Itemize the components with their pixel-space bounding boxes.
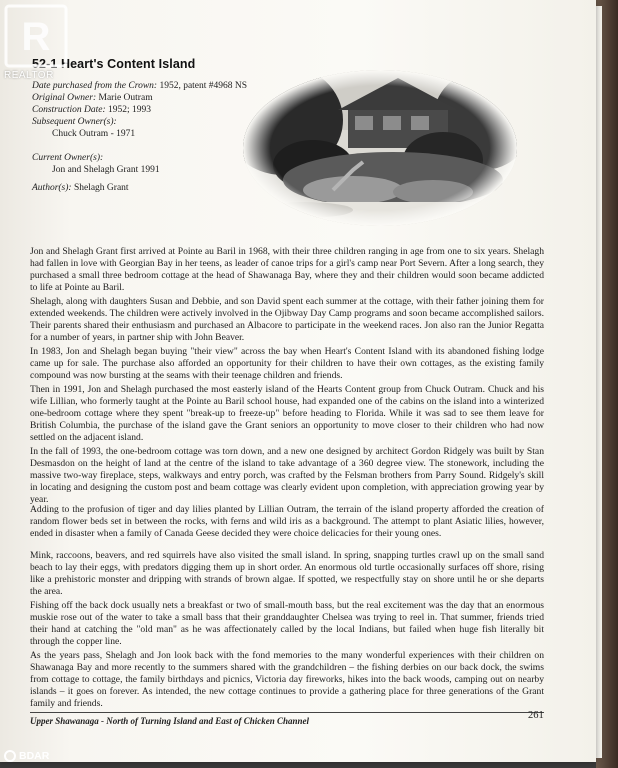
paragraph-1 [30,246,544,294]
meta-subsequent-owners-label: Subsequent Owner(s): [32,117,117,127]
paragraph-3-text: In 1983, Jon and Shelagh began buying "their view" across the bay when Heart's Content Island with its abandoned fishing lodge came up for sale. The purchase also afforded an opportunity for their children to have their own cottages, as the existing family compound was now bursting at the seams with their teenage children and friends. [30,346,544,382]
bdar-logo-icon [4,750,16,762]
realtor-watermark: REALTOR [4,70,54,81]
paragraph-6-text: Adding to the profusion of tiger and day lilies planted by Lillian Outram, the terrain of the island property afforded the creation of random flower beds set in between the rocks, with ferns and wild iris as a background. The attempt to plant Asiatic lilies, however, ended in disaster when a family of Canada Geese decided they were choice delicacies for their young ones. [30,504,544,540]
paragraph-5 [30,446,544,506]
meta-date-purchased-label: Date purchased from the Crown: [32,81,158,91]
paragraph-8 [30,600,544,648]
paragraph-2 [30,296,544,344]
paragraph-1-text: Jon and Shelagh Grant first arrived at Pointe au Baril in 1968, with their three children ranging in age from one to six years. Shelagh had fallen in love with Georgian Bay in her teens, as leader of canoe trips for a girl's camp near Port Severn. After a long search, they purchased a small three bedroom cottage at the head of Shawanaga Bay, where they and their children would soon became addicted to life at Pointe au Baril. [30,246,544,294]
meta-authors [32,182,129,194]
bdar-watermark [4,750,49,762]
meta-original-owner-label: Original Owner: [32,93,97,103]
paragraph-7 [30,550,544,598]
meta-original-owner [32,92,153,104]
realtor-logo-icon [4,4,68,70]
svg-text:R: R [21,15,51,59]
meta-subsequent-owners-value: Chuck Outram - 1971 [52,129,136,139]
paragraph-4 [30,384,544,444]
meta-date-purchased-value: 1952, patent #4968 NS [159,81,248,91]
paragraph-3 [30,346,544,382]
meta-original-owner-value: Marie Outram [98,93,153,103]
meta-date-purchased [32,80,247,92]
paragraph-2-text: Shelagh, along with daughters Susan and Debbie, and son David spent each summer at the cottage, with their father joining them for extended weekends. The children were actively involved in the Ojibway Day Camp programs and soon became accomplished sailors. Their parents shared their enthusiasm and purchased an Albacore to participate in the weekend races. Jon also ran the Junior Regatta for a number of years, in partner ship with John Beaver. [30,296,544,344]
bdar-watermark-text: BDAR [19,750,50,762]
meta-subsequent-owners [32,116,117,128]
paragraph-5-text: In the fall of 1993, the one-bedroom cottage was torn down, and a new one designed by architect Gordon Ridgely was built by Stan Desmasdon on the height of land at the centre of the island to take advantage of a 360 degree view. The stonework, including the massive two-way fireplace, steps, walkways and entry porch, was crafted by the Felsman brothers from Parry Sound. Ridgely's skill in locating and designing the custom post and beam cottage was clearly evident upon completion, with appreciation growing year by year. [30,446,544,506]
meta-current-owners-label: Current Owner(s): [32,153,104,163]
page-number: 261 [528,710,544,721]
meta-current-owners [32,152,103,164]
meta-construction-date [32,104,151,116]
meta-construction-date-value: 1952; 1993 [108,105,152,115]
page-title: 52-1 Heart's Content Island [32,57,196,71]
paragraph-8-text: Fishing off the back dock usually nets a breakfast or two of small-mouth bass, but the real excitement was the day that an enormous muskie rose out of the water to take a small bass that their granddaughter Chelsea was trying to reel in. That summer, friends tried their hand at catching the "old man" as he was affectionately called by the local Indians, but failed when huge fish literally bit through the copper line. [30,600,544,648]
paragraph-9 [30,650,544,710]
paragraph-9-text: As the years pass, Shelagh and Jon look back with the fond memories to the many wonderful experiences with their children on Shawanaga Bay and more recently to the summers shared with the grandchildren – the fishing derbies on our back dock, the swims from cottage to cottage, the family birthdays and picnics, Victoria day fireworks, hikes into the back woods, camping out on nearby islands – it goes on forever. As intended, the new cottage continues to provide a gathering place for three generations of the Grant family and friends. [30,650,544,710]
paragraph-7-text: Mink, raccoons, beavers, and red squirrels have also visited the small island. In spring, snapping turtles crawl up on the small sand beach to lay their eggs, with predators digging them up in short order. An enormous old turtle occasionally surfaces off shore, rising like a prehistoric monster and dripping with strands of brown algae. If spotted, we respectfully stay on shore until he or she departs the area. [30,550,544,598]
meta-authors-value: Shelagh Grant [73,183,129,193]
meta-authors-label: Author(s): [32,183,72,193]
footer-title: Upper Shawanaga - North of Turning Island and East of Chicken Channel [30,716,309,726]
meta-current-owners-value: Jon and Shelagh Grant 1991 [52,165,160,175]
paragraph-4-text: Then in 1991, Jon and Shelagh purchased the most easterly island of the Hearts Content group from Chuck Outram. Chuck and his wife Lillian, who formerly taught at the Pointe au Baril school house, had expanded one of the cabins on the island into a winterized one-bedroom cottage where they spent "break-up to freeze-up" before heading to Florida. While it was sad to see them leave for British Columbia, the purchase of the island gave the Grant seniors an opportunity to move closer to their children who had now settled on the adjacent island. [30,384,544,444]
cottage-photo [243,70,517,226]
footer-rule [30,712,544,713]
paragraph-6 [30,504,544,540]
meta-construction-date-label: Construction Date: [32,105,106,115]
